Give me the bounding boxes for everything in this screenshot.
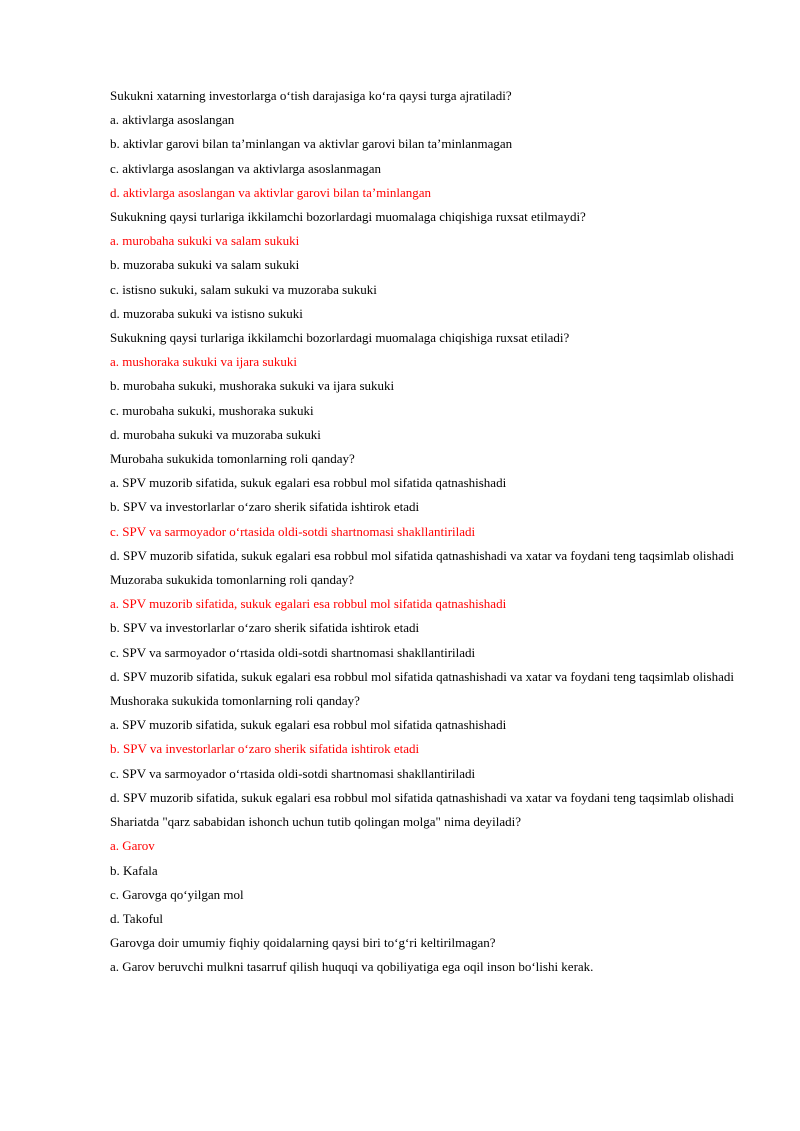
answer-option: b. SPV va investorlarlar oʻzaro sherik sifatida ishtirok etadi: [110, 620, 420, 636]
answer-option: c. murobaha sukuki, mushoraka sukuki: [110, 402, 314, 418]
answer-option: c. aktivlarga asoslangan va aktivlarga asoslanmagan: [110, 160, 381, 176]
answer-option: d. SPV muzorib sifatida, sukuk egalari esa robbul mol sifatida qatnashishadi va xatar va foydani teng taqsimlab olishadi: [110, 547, 734, 563]
answer-option: d. SPV muzorib sifatida, sukuk egalari esa robbul mol sifatida qatnashishadi va xatar va foydani teng taqsimlab olishadi: [110, 789, 734, 805]
answer-option: b. aktivlar garovi bilan taʼminlangan va aktivlar garovi bilan taʼminlanmagan: [110, 136, 513, 152]
answer-option: d. Takoful: [110, 910, 164, 926]
answer-option: a. SPV muzorib sifatida, sukuk egalari esa robbul mol sifatida qatnashishadi: [110, 717, 507, 733]
correct-answer-option: a. mushoraka sukuki va ijara sukuki: [110, 354, 298, 370]
answer-option: d. SPV muzorib sifatida, sukuk egalari esa robbul mol sifatida qatnashishadi va xatar va foydani teng taqsimlab olishadi: [110, 668, 734, 684]
question-text: Muzoraba sukukida tomonlarning roli qanday?: [110, 572, 355, 588]
correct-answer-option: a. murobaha sukuki va salam sukuki: [110, 233, 300, 249]
question-text: Shariatda "qarz sababidan ishonch uchun tutib qolingan molga" nima deyiladi?: [110, 814, 521, 830]
question-text: Sukukning qaysi turlariga ikkilamchi bozorlardagi muomalaga chiqishiga ruxsat etilmaydi?: [110, 209, 586, 225]
answer-option: b. muzoraba sukuki va salam sukuki: [110, 257, 300, 273]
question-text: Garovga doir umumiy fiqhiy qoidalarning qaysi biri toʻgʻri keltirilmagan?: [110, 935, 496, 951]
correct-answer-option: a. Garov: [110, 838, 155, 854]
answer-option: b. murobaha sukuki, mushoraka sukuki va ijara sukuki: [110, 378, 395, 394]
answer-option: c. SPV va sarmoyador oʻrtasida oldi-sotdi shartnomasi shakllantiriladi: [110, 765, 476, 781]
answer-option: c. istisno sukuki, salam sukuki va muzoraba sukuki: [110, 281, 377, 297]
answer-option: a. SPV muzorib sifatida, sukuk egalari esa robbul mol sifatida qatnashishadi: [110, 475, 507, 491]
answer-option: c. Garovga qoʻyilgan mol: [110, 886, 244, 902]
answer-option: b. SPV va investorlarlar oʻzaro sherik sifatida ishtirok etadi: [110, 499, 420, 515]
correct-answer-option: c. SPV va sarmoyador oʻrtasida oldi-sotdi shartnomasi shakllantiriladi: [110, 523, 476, 539]
answer-option: d. murobaha sukuki va muzoraba sukuki: [110, 426, 321, 442]
correct-answer-option: b. SPV va investorlarlar oʻzaro sherik sifatida ishtirok etadi: [110, 741, 420, 757]
answer-option: c. SPV va sarmoyador oʻrtasida oldi-sotdi shartnomasi shakllantiriladi: [110, 644, 476, 660]
answer-option: a. aktivlarga asoslangan: [110, 112, 235, 128]
correct-answer-option: a. SPV muzorib sifatida, sukuk egalari esa robbul mol sifatida qatnashishadi: [110, 596, 507, 612]
correct-answer-option: d. aktivlarga asoslangan va aktivlar garovi bilan taʼminlangan: [110, 184, 432, 200]
answer-option: a. Garov beruvchi mulkni tasarruf qilish huquqi va qobiliyatiga ega oqil inson boʻlishi kerak.: [110, 959, 594, 975]
question-text: Murobaha sukukida tomonlarning roli qanday?: [110, 451, 355, 467]
answer-option: b. Kafala: [110, 862, 158, 878]
question-text: Mushoraka sukukida tomonlarning roli qanday?: [110, 693, 360, 709]
answer-option: d. muzoraba sukuki va istisno sukuki: [110, 305, 303, 321]
question-text: Sukukning qaysi turlariga ikkilamchi bozorlardagi muomalaga chiqishiga ruxsat etiladi?: [110, 330, 570, 346]
question-text: Sukukni xatarning investorlarga oʻtish darajasiga koʻra qaysi turga ajratiladi?: [110, 88, 512, 103]
